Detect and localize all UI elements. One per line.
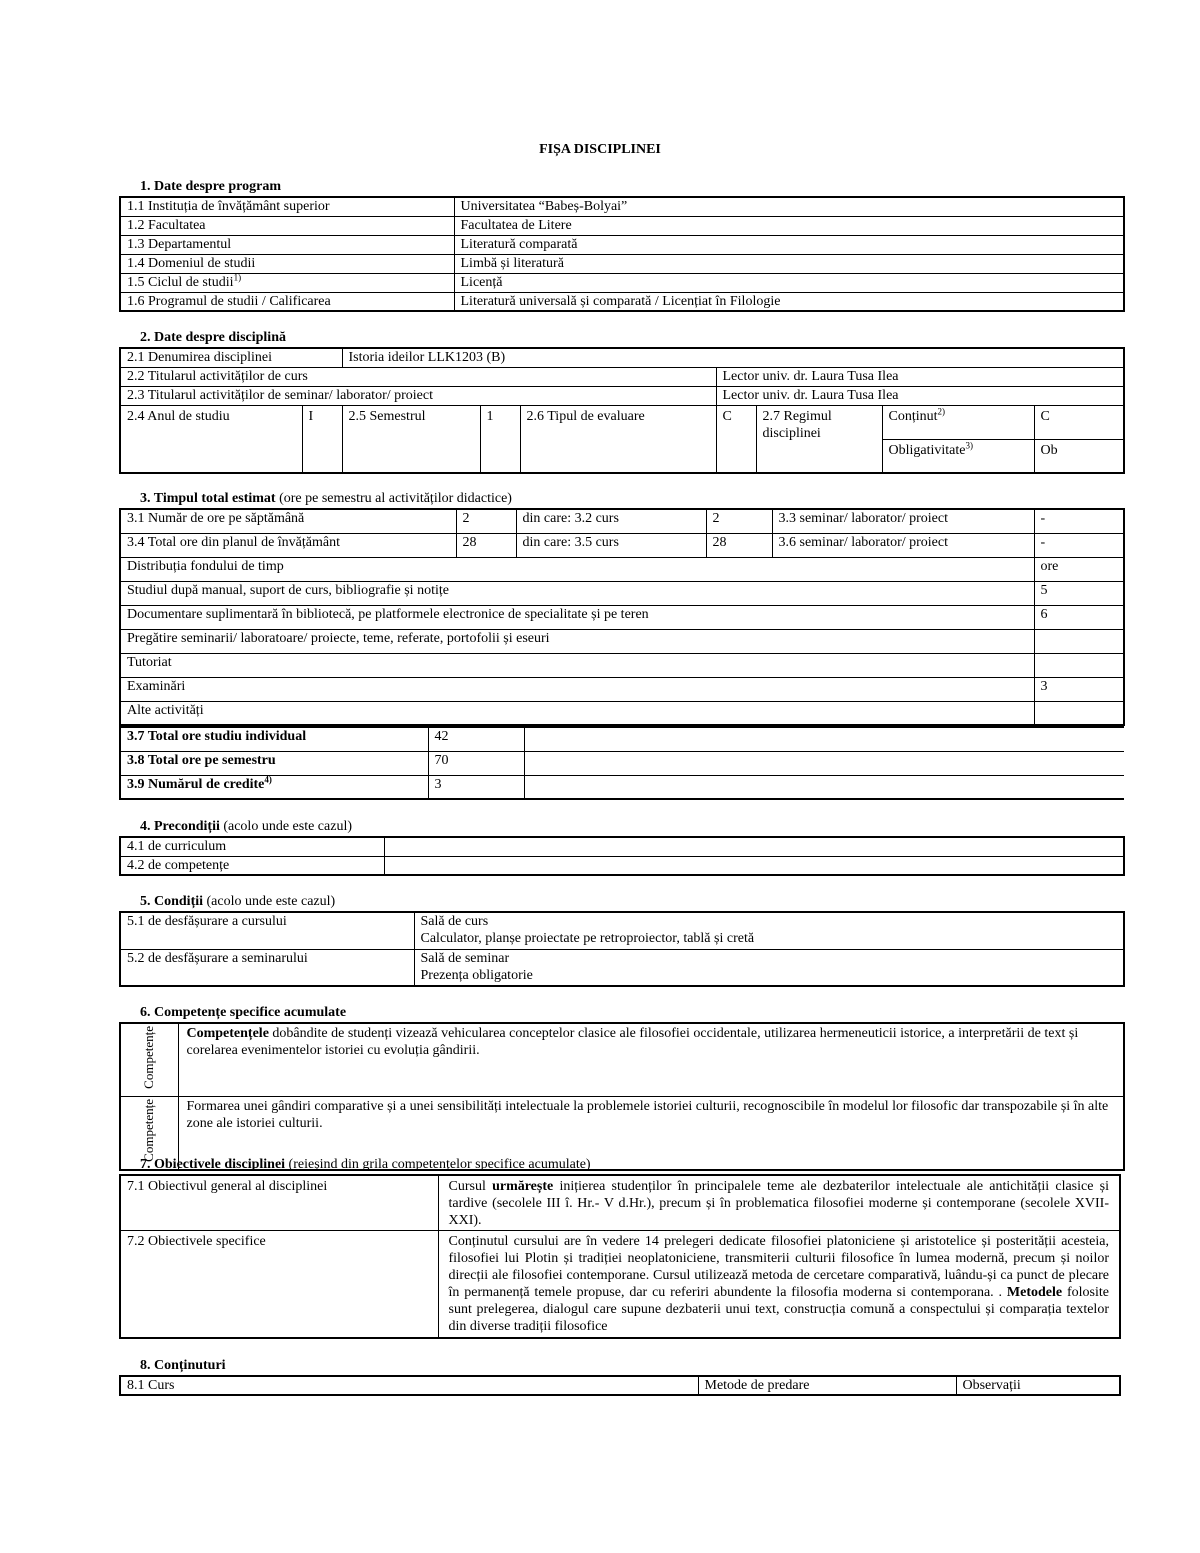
time-fund-label: Distribuția fondului de timp <box>120 557 1034 581</box>
course-room: Sală de curs <box>420 914 489 929</box>
course-hours-label: din care: 3.2 curs <box>516 509 706 533</box>
section-2-heading: 2. Date despre disciplină <box>140 330 286 345</box>
mandatory-label-text: Obligativitate <box>888 442 966 458</box>
observations-header: Observații <box>956 1376 1120 1395</box>
course-conditions-label: 5.1 de desfășurare a cursului <box>120 912 414 949</box>
conditions-table <box>119 911 1125 987</box>
hours-week-label: 3.1 Număr de ore pe săptămână <box>120 509 456 533</box>
section-5-heading-note: (acolo unde este cazul) <box>203 894 336 909</box>
section-7-heading-bold: 7. Obiectivele disciplinei <box>140 1157 286 1172</box>
program-table <box>119 196 1125 312</box>
footnote-marker: 4) <box>264 775 272 784</box>
transversal-competences-text: Formarea unei gândiri comparative și a unei sensibilități intelectuale la problemele istoriei culturii, recognoscibile în modelul lor filosofic dar transpozabile și în alte zone ale istoriei culturii. <box>178 1096 1124 1169</box>
discipline-table <box>119 347 1125 474</box>
seminar-room: Sală de seminar <box>420 950 510 966</box>
course-total-value: 28 <box>706 533 772 557</box>
general-objective-label: 7.1 Obiectivul general al disciplinei <box>120 1175 438 1230</box>
program-value: Licență <box>454 273 1124 292</box>
seminar-holder-label: 2.3 Titularul activităților de seminar/ laborator/ proiect <box>120 386 716 405</box>
credits-label <box>120 775 428 799</box>
program-label: 1.1 Instituția de învățământ superior <box>120 197 454 216</box>
program-value: Literatură comparată <box>454 235 1124 254</box>
evaluation-label: 2.6 Tipul de evaluare <box>520 405 716 473</box>
course-equipment: Calculator, planșe proiectate pe retroproiector, tablă și cretă <box>420 931 755 946</box>
seminar-conditions-label: 5.2 de desfășurare a seminarului <box>120 949 414 986</box>
section-3-heading-note: (ore pe semestru al activităților didactice) <box>275 491 512 506</box>
study-year-label: 2.4 Anul de studiu <box>120 405 302 473</box>
seminar-attendance: Prezența obligatorie <box>420 967 533 983</box>
curriculum-label: 4.1 de curriculum <box>120 837 384 856</box>
general-objective-text <box>438 1175 1120 1230</box>
competences-precondition-label: 4.2 de competențe <box>120 856 384 875</box>
program-label: 1.2 Facultatea <box>120 216 454 235</box>
time-fund-value: 6 <box>1034 605 1124 629</box>
time-fund-label: Pregătire seminarii/ laboratoare/ proiecte, teme, referate, portofolii și eseuri <box>120 629 1034 653</box>
general-objective-a: Cursul <box>448 1179 493 1194</box>
specific-objectives-bold: Metodele <box>1006 1284 1063 1300</box>
competences-side-label: Competențe <box>141 1026 157 1089</box>
time-fund-label: Studiul după manual, suport de curs, bibliografie și notițe <box>120 581 1034 605</box>
objectives-table <box>119 1174 1121 1339</box>
course-conditions-value <box>414 912 1124 949</box>
mandatory-value: Ob <box>1034 439 1124 473</box>
study-year-value: I <box>302 405 342 473</box>
specific-objectives-c: folosite sunt prelegerea, dialogul care supune dezbaterii unui text, construcția comună a conspectului și comparația textelor din diverse tradiții filosofice <box>448 1284 1109 1334</box>
curriculum-value <box>384 837 1124 856</box>
empty-cell <box>524 775 1124 799</box>
course-total-label: din care: 3.5 curs <box>516 533 706 557</box>
competences-rest: dobândite de studenți vizează vehicularea conceptelor clasice ale filosofiei occidentale, utilizarea hermeneuticii istorice, a interpretării de text și corelarea evenimentelor istoriei cu evoluția gândirii. <box>186 1026 1079 1058</box>
time-fund-label: Examinări <box>120 677 1034 701</box>
section-5-heading-bold: 5. Condiții <box>140 894 204 909</box>
transversal-side-label: Competențe <box>141 1098 157 1162</box>
footnote-marker: 3) <box>965 439 973 450</box>
section-3-heading <box>140 491 512 507</box>
seminar-total-label: 3.6 seminar/ laborator/ proiect <box>772 533 1034 557</box>
empty-cell <box>524 751 1124 775</box>
footnote-marker: 2) <box>937 405 946 416</box>
section-7-heading <box>140 1157 591 1173</box>
specific-objectives-label: 7.2 Obiectivele specifice <box>120 1230 438 1338</box>
discipline-name-label: 2.1 Denumirea disciplinei <box>120 348 342 367</box>
page-title: FIȘA DISCIPLINEI <box>539 142 661 157</box>
section-8-heading: 8. Conținuturi <box>140 1358 226 1373</box>
competences-table <box>119 1022 1125 1171</box>
time-fund-label: Tutoriat <box>120 653 1034 677</box>
totals-table <box>119 726 1124 800</box>
time-fund-value: 3 <box>1034 677 1124 701</box>
program-label: 1.6 Programul de studii / Calificarea <box>120 292 454 311</box>
section-7-heading-note: (reieșind din grila competențelor specifice acumulate) <box>285 1157 591 1172</box>
semester-total-label: 3.8 Total ore pe semestru <box>120 751 428 775</box>
individual-study-label: 3.7 Total ore studiu individual <box>120 727 428 751</box>
course-holder-value: Lector univ. dr. Laura Tusa Ilea <box>716 367 1124 386</box>
course-column-header: 8.1 Curs <box>120 1376 698 1395</box>
semester-value: 1 <box>480 405 520 473</box>
professional-competences-text <box>178 1023 1124 1096</box>
section-4-heading-bold: 4. Precondiții <box>140 819 220 834</box>
general-objective-c: inițierea studenților în principalele teme ale dezbaterilor intelectuale ale antichității clasice și tardive (secolele III î. Hr.- V d.Hr.), precum și în problematica filosofiei moderne și contemporane (secolele XVII-XXI). <box>448 1179 1109 1228</box>
program-value: Universitatea “Babeș-Bolyai” <box>454 197 1124 216</box>
teaching-methods-header: Metode de predare <box>698 1376 956 1395</box>
individual-study-value: 42 <box>428 727 524 751</box>
competences-bold: Competențele <box>186 1026 269 1041</box>
hours-week-value: 2 <box>456 509 516 533</box>
semester-label: 2.5 Semestrul <box>342 405 480 473</box>
empty-cell <box>524 727 1124 751</box>
time-fund-value: 5 <box>1034 581 1124 605</box>
semester-total-value: 70 <box>428 751 524 775</box>
time-fund-value <box>1034 701 1124 725</box>
seminar-holder-value: Lector univ. dr. Laura Tusa Ilea <box>716 386 1124 405</box>
total-plan-hours-value: 28 <box>456 533 516 557</box>
competences-side-cell <box>120 1023 178 1096</box>
section-5-heading <box>140 894 335 910</box>
program-label <box>120 273 454 292</box>
preconditions-table <box>119 836 1125 876</box>
contents-table <box>119 1375 1121 1396</box>
discipline-name-value: Istoria ideilor LLK1203 (B) <box>342 348 1124 367</box>
footnote-marker: 1) <box>233 273 242 282</box>
course-holder-label: 2.2 Titularul activităților de curs <box>120 367 716 386</box>
seminar-hours-value: - <box>1034 509 1124 533</box>
credits-label-text: 3.9 Numărul de credite <box>127 776 265 792</box>
time-fund-label: Alte activități <box>120 701 1034 725</box>
time-fund-label: Documentare suplimentară în bibliotecă, pe platformele electronice de specialitate și pe teren <box>120 605 1034 629</box>
evaluation-value: C <box>716 405 756 473</box>
content-label-text: Conținut <box>888 408 938 424</box>
seminar-conditions-value <box>414 949 1124 986</box>
seminar-total-value: - <box>1034 533 1124 557</box>
program-label: 1.4 Domeniul de studii <box>120 254 454 273</box>
program-value: Literatură universală și comparată / Licențiat în Filologie <box>454 292 1124 311</box>
mandatory-label <box>882 439 1034 473</box>
credits-value: 3 <box>428 775 524 799</box>
program-value: Facultatea de Litere <box>454 216 1124 235</box>
specific-objectives-a: Conținutul cursului are în vedere 14 prelegeri dedicate filosofiei platoniciene și aristotelice și posterității acesteia, filosofiei lui Plotin și tradiției neoplatoniciene, transmiterii culturii filosofice în lumea modernă, precum și noilor direcții ale filosofiei contemporane. Cursul utilizează metoda de cercetare comparativă, luându-și ca punct de plecare în permanență temele propuse, dar cu referiri abundente la filosofia moderna si contemporana. . <box>448 1233 1109 1300</box>
content-label <box>882 405 1034 439</box>
course-hours-value: 2 <box>706 509 772 533</box>
section-1-heading: 1. Date despre program <box>140 179 282 194</box>
program-label-text: 1.5 Ciclul de studii <box>127 274 234 290</box>
section-4-heading <box>140 819 352 835</box>
seminar-hours-label: 3.3 seminar/ laborator/ proiect <box>772 509 1034 533</box>
program-value: Limbă și literatură <box>454 254 1124 273</box>
section-6-heading: 6. Competențe specifice acumulate <box>140 1005 347 1020</box>
section-3-heading-bold: 3. Timpul total estimat <box>140 491 276 506</box>
regime-label: 2.7 Regimul disciplinei <box>756 405 882 473</box>
competences-precondition-value <box>384 856 1124 875</box>
time-fund-value: ore <box>1034 557 1124 581</box>
time-fund-value <box>1034 629 1124 653</box>
general-objective-bold: urmărește <box>492 1179 554 1194</box>
time-fund-value <box>1034 653 1124 677</box>
section-4-heading-note: (acolo unde este cazul) <box>219 819 352 834</box>
program-label: 1.3 Departamentul <box>120 235 454 254</box>
total-plan-hours-label: 3.4 Total ore din planul de învățământ <box>120 533 456 557</box>
specific-objectives-text <box>438 1230 1120 1338</box>
time-table <box>119 508 1125 726</box>
content-value: C <box>1034 405 1124 439</box>
